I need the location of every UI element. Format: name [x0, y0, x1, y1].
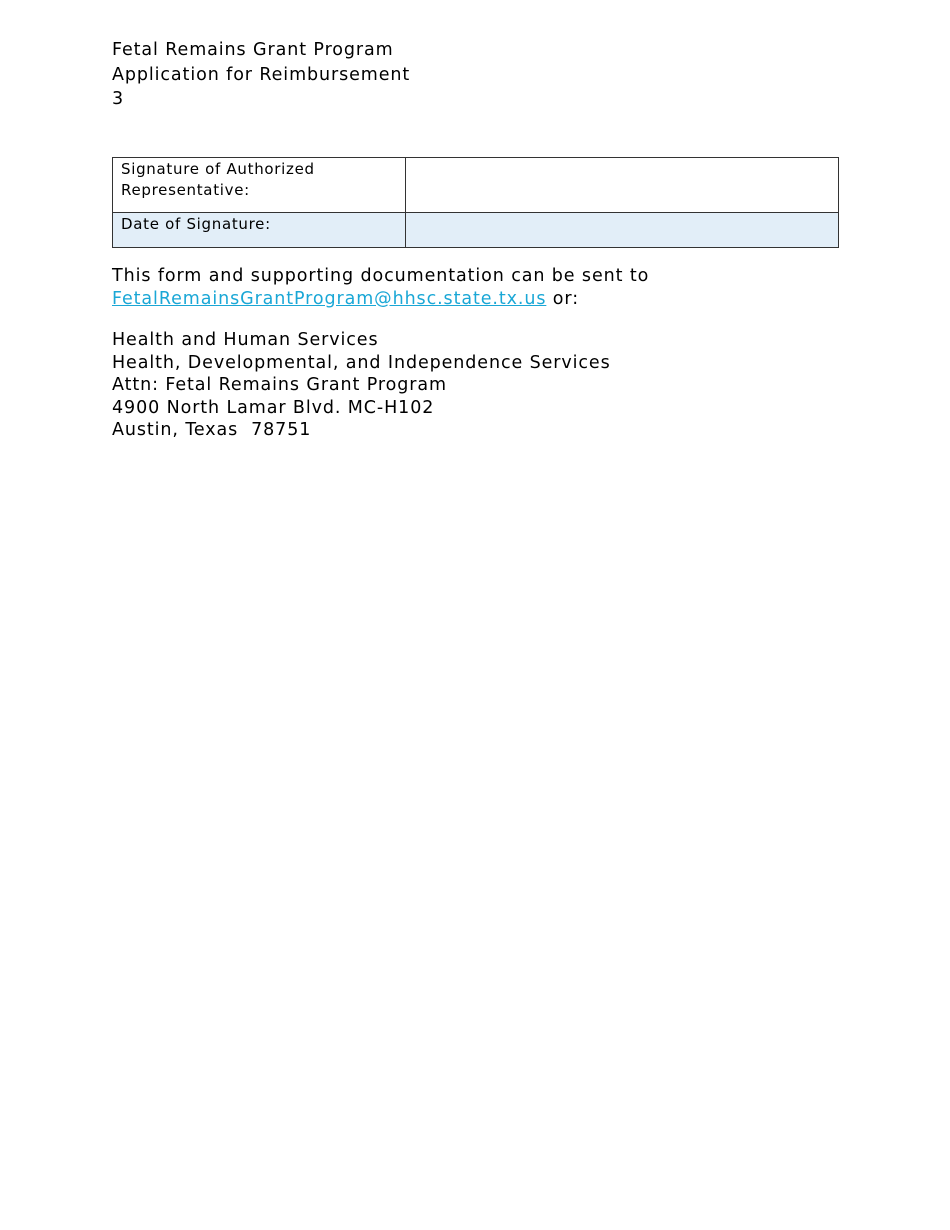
- page-header: [112, 38, 410, 112]
- address-line: Health and Human Services: [112, 330, 379, 350]
- table-row: [113, 213, 839, 248]
- instructions-suffix: or:: [546, 288, 579, 309]
- signature-field[interactable]: [406, 158, 839, 213]
- program-title: Fetal Remains Grant Program: [112, 40, 394, 60]
- address-line: 4900 North Lamar Blvd. MC-H102: [112, 397, 435, 418]
- address-line: Austin, Texas 78751: [112, 420, 312, 440]
- email-link[interactable]: FetalRemainsGrantProgram@hhsc.state.tx.us: [112, 288, 547, 309]
- date-label: Date of Signature:: [113, 213, 406, 248]
- table-row: [113, 158, 839, 213]
- instructions-email-line: [112, 288, 649, 311]
- address-line: Attn: Fetal Remains Grant Program: [112, 375, 447, 395]
- page-number: 3: [112, 89, 125, 109]
- signature-table: [112, 157, 839, 248]
- date-field[interactable]: [406, 213, 839, 248]
- form-title: Application for Reimbursement: [112, 64, 411, 85]
- mailing-address: [112, 329, 611, 442]
- instructions-text: This form and supporting documentation can be sent to: [112, 266, 650, 286]
- submission-instructions: [112, 265, 649, 310]
- address-line: Health, Developmental, and Independence Services: [112, 352, 611, 373]
- signature-label: Signature of Authorized Representative:: [113, 158, 406, 213]
